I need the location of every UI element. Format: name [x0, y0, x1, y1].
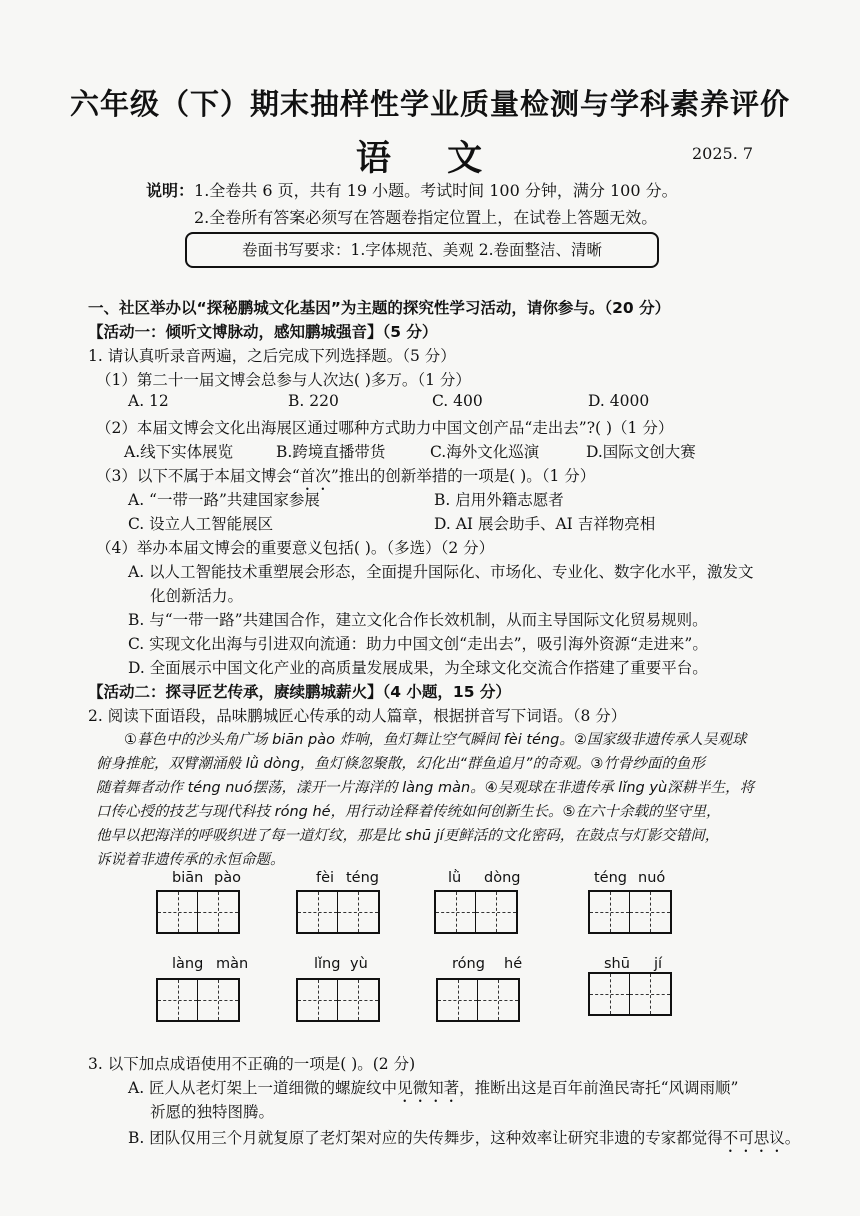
question-3-stem: 3. 以下加点成语使用不正确的一项是( )。(2 分) — [88, 1055, 416, 1073]
answer-grid[interactable] — [156, 890, 240, 934]
passage-line-2: 俯身推舵，双臂潮涌般 lǜ dòng，鱼灯倏忽聚散，幻化出“群鱼追月”的奇观。③竹骨纱面的鱼形 — [96, 756, 705, 772]
pinyin-label: lǐng — [314, 956, 341, 972]
pinyin-label: làng — [172, 956, 204, 972]
passage-line-3: 随着舞者动作 téng nuó摆荡，漾开一片海洋的 làng màn。④吴观球在非遗传承 lǐng yù深耕半生，将 — [96, 780, 755, 796]
pinyin-label: shū — [604, 956, 630, 972]
pinyin-label: fèi — [316, 870, 335, 886]
pinyin-label: róng — [452, 956, 485, 972]
notes-text-1: 1.全卷共 6 页，共有 19 小题。考试时间 100 分钟，满分 100 分。 — [194, 181, 678, 200]
pinyin-label: biān — [172, 870, 204, 886]
q1-4-option-a-line-1: A. 以人工智能技术重塑展会形态，全面提升国际化、市场化、专业化、数字化水平，激发文 — [128, 563, 754, 581]
q1-1-option-a: A. 12 — [128, 392, 169, 410]
q1-2-option-a: A.线下实体展览 — [124, 443, 234, 461]
activity-2-heading: 【活动二：探寻匠艺传承，赓续鹏城薪火】（4 小题，15 分） — [88, 683, 511, 701]
q1-3-option-d: D. AI 展会助手、AI 吉祥物亮相 — [434, 515, 656, 533]
notes-line-2: 2.全卷所有答案必须写在答题卷指定位置上，在试卷上答题无效。 — [194, 208, 658, 227]
answer-grid[interactable] — [588, 972, 672, 1016]
pinyin-label: hé — [504, 956, 523, 972]
q1-3-emphasis: 首次 — [299, 467, 331, 485]
q1-3-stem-after: ”推出的创新举措的一项是( )。（1 分） — [330, 467, 596, 485]
section-1-heading: 一、社区举办以“探秘鹏城文化基因”为主题的探究性学习活动，请你参与。（20 分） — [88, 299, 671, 317]
pinyin-label: téng — [346, 870, 380, 886]
question-1-4-stem: （4）举办本届文博会的重要意义包括( )。（多选）（2 分） — [96, 539, 495, 557]
pinyin-label: téng — [594, 870, 628, 886]
q3-option-a-after: ，推断出这是百年前渔民寄托“风调雨顺” — [459, 1079, 739, 1097]
question-1-1-stem: （1）第二十一届文博会总参与人次达( )多万。（1 分） — [96, 371, 471, 389]
q3-option-a-line-2: 祈愿的独特图腾。 — [150, 1103, 275, 1121]
answer-grid[interactable] — [436, 978, 520, 1022]
q1-1-option-b: B. 220 — [288, 392, 339, 410]
passage-line-5: 他早以把海洋的呼吸织进了每一道灯纹，那是比 shū jí更鲜活的文化密码，在鼓点与灯影交错间， — [96, 828, 720, 844]
notes-label: 说明： — [146, 181, 195, 200]
q1-1-option-d: D. 4000 — [588, 392, 650, 410]
q3-option-b-after: 。 — [784, 1129, 801, 1147]
question-1-2-stem: （2）本届文博会文化出海展区通过哪种方式助力中国文创产品“走出去”?( )（1 分） — [96, 419, 674, 437]
passage-line-6: 诉说着非遗传承的永恒命题。 — [96, 852, 285, 868]
q1-2-option-b: B.跨境直播带货 — [276, 443, 386, 461]
q3-option-b — [128, 1126, 800, 1156]
q1-4-option-d: D. 全面展示中国文化产业的高质量发展成果，为全球文化交流合作搭建了重要平台。 — [128, 659, 708, 677]
passage-line-4: 口传心授的技艺与现代科技 róng hé，用行动诠释着传统如何创新生长。⑤在六十余载的坚守里， — [96, 804, 721, 820]
pinyin-label: lǜ — [448, 870, 462, 886]
q1-3-option-a: A. “一带一路”共建国家参展 — [128, 491, 320, 509]
answer-grid[interactable] — [156, 978, 240, 1022]
passage-line-1: ①暮色中的沙头角广场 biān pào 炸响，鱼灯舞让空气瞬间 fèi téng。②国家级非遗传承人吴观球 — [124, 732, 747, 748]
pinyin-label: yù — [350, 956, 368, 972]
question-1-stem: 1. 请认真听录音两遍，之后完成下列选择题。（5 分） — [88, 347, 456, 365]
pinyin-label: dòng — [484, 870, 521, 886]
q1-3-option-b: B. 启用外籍志愿者 — [434, 491, 564, 509]
q1-4-option-c: C. 实现文化出海与引进双向流通：助力中国文创“走出去”，吸引海外资源“走进来”。 — [128, 635, 708, 653]
pinyin-label: jí — [654, 956, 663, 972]
q3-option-a-emphasis: 见微知著 — [397, 1079, 460, 1097]
answer-grid[interactable] — [588, 890, 672, 934]
activity-1-heading: 【活动一：倾听文博脉动，感知鹏城强音】（5 分） — [88, 323, 438, 341]
notes-line-1 — [146, 178, 678, 201]
answer-grid[interactable] — [296, 978, 380, 1022]
answer-grid[interactable] — [434, 890, 518, 934]
q1-3-option-c: C. 设立人工智能展区 — [128, 515, 274, 533]
q1-2-option-c: C.海外文化巡演 — [430, 443, 540, 461]
writing-requirement-box: 卷面书写要求：1.字体规范、美观 2.卷面整洁、清晰 — [185, 232, 659, 268]
q3-option-a-before: A. 匠人从老灯架上一道细微的螺旋纹中 — [128, 1079, 398, 1097]
pinyin-label: màn — [216, 956, 249, 972]
pinyin-label: pào — [214, 870, 241, 886]
answer-grid[interactable] — [296, 890, 380, 934]
q1-1-option-c: C. 400 — [432, 392, 483, 410]
q1-2-option-d: D.国际文创大赛 — [586, 443, 696, 461]
q1-3-stem-before: （3）以下不属于本届文博会“ — [96, 467, 300, 485]
exam-date: 2025. 7 — [692, 144, 754, 163]
q3-option-b-emphasis: 不可思议 — [722, 1129, 785, 1147]
q3-option-b-before: B. 团队仅用三个月就复原了老灯架对应的失传舞步，这种效率让研究非遗的专家都觉得 — [128, 1129, 723, 1147]
exam-title: 六年级（下）期末抽样性学业质量检测与学科素养评价 — [69, 87, 790, 121]
q1-4-option-b: B. 与“一带一路”共建国合作，建立文化合作长效机制，从而主导国际文化贸易规则。 — [128, 611, 708, 629]
q1-4-option-a-line-2: 化创新活力。 — [150, 587, 244, 605]
pinyin-label: nuó — [638, 870, 666, 886]
subject-title: 语 文 — [355, 139, 505, 179]
question-2-stem: 2. 阅读下面语段，品味鹏城匠心传承的动人篇章，根据拼音写下词语。（8 分） — [88, 707, 627, 725]
